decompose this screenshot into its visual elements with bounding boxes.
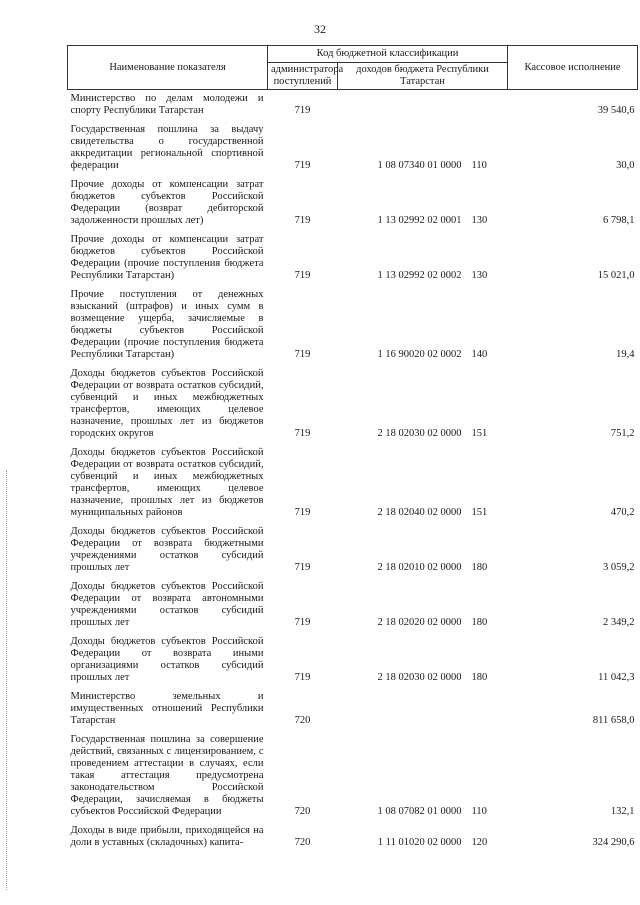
row-amount: 751,2 <box>610 428 635 439</box>
budget-table <box>67 45 638 856</box>
row-amount: 811 658,0 <box>592 715 635 726</box>
row-name: Доходы бюджетов субъектов Российской Федерации от возврата остатков субсидий, субвенций и иных межбюджетных трансфертов, имеющих целевое назначение, прошлых лет из бюджетов городских округов <box>70 368 264 439</box>
row-subcode <box>468 90 508 125</box>
row-name: Прочие доходы от компенсации затрат бюджетов субъектов Российской Федерации (возврат дебиторской задолженности прошлых лет) <box>70 179 264 226</box>
table-row <box>68 179 638 234</box>
row-subcode: 140 <box>471 349 488 360</box>
row-revenue-code: 1 08 07082 01 0000 <box>377 806 462 817</box>
row-admin-code: 720 <box>294 715 311 726</box>
row-subcode: 130 <box>471 215 488 226</box>
row-revenue-code: 2 18 02030 02 0000 <box>377 672 462 683</box>
row-name: Доходы бюджетов субъектов Российской Федерации от возврата автономными учреждениями остатков субсидий прошлых лет <box>70 581 264 628</box>
row-name: Доходы бюджетов субъектов Российской Федерации от возврата остатков субсидий, субвенций и иных межбюджетных трансфертов, имеющих целевое назначение, прошлых лет из бюджетов муниципальных районов <box>70 447 264 518</box>
row-amount: 3 059,2 <box>603 562 635 573</box>
header-revenue: доходов бюджета Республики Татарстан <box>338 63 508 90</box>
row-amount: 132,1 <box>610 806 635 817</box>
row-admin-code: 719 <box>294 349 311 360</box>
row-name: Государственная пошлина за совершение действий, связанных с лицензированием, с проведением аттестации в случаях, если такая аттестация предусмотрена законодательством Российской Федерации, зачисляемая в бюджеты субъектов Российской Федерации <box>70 734 264 817</box>
row-admin-code: 719 <box>294 270 311 281</box>
row-subcode: 120 <box>471 837 488 848</box>
row-revenue-code: 1 13 02992 02 0001 <box>377 215 462 226</box>
row-admin-code: 719 <box>294 428 311 439</box>
table-row <box>68 734 638 825</box>
row-amount: 324 290,6 <box>592 837 635 848</box>
row-admin-code: 719 <box>294 672 311 683</box>
row-revenue-code <box>338 691 468 734</box>
row-name: Доходы бюджетов субъектов Российской Федерации от возврата иными организациями остатков субсидий прошлых лет <box>70 636 264 683</box>
row-admin-code: 719 <box>294 617 311 628</box>
row-name: Доходы бюджетов субъектов Российской Федерации от возврата бюджетными учреждениями остатков субсидий прошлых лет <box>70 526 264 573</box>
table-row <box>68 636 638 691</box>
table-row <box>68 234 638 289</box>
row-admin-code: 720 <box>294 837 311 848</box>
table-row <box>68 124 638 179</box>
row-amount: 19,4 <box>616 349 635 360</box>
row-revenue-code: 2 18 02040 02 0000 <box>377 507 462 518</box>
table-row <box>68 289 638 368</box>
row-revenue-code: 1 16 90020 02 0002 <box>377 349 462 360</box>
header-admin: администратора поступлений <box>268 63 338 90</box>
table-row <box>68 368 638 447</box>
row-revenue-code: 1 13 02992 02 0002 <box>377 270 462 281</box>
row-revenue-code: 2 18 02020 02 0000 <box>377 617 462 628</box>
row-revenue-code: 2 18 02030 02 0000 <box>377 428 462 439</box>
row-name: Государственная пошлина за выдачу свидетельства о государственной аккредитации региональной спортивной федерации <box>70 124 264 171</box>
row-admin-code: 719 <box>294 215 311 226</box>
table-row <box>68 526 638 581</box>
row-name: Прочие поступления от денежных взысканий (штрафов) и иных сумм в возмещение ущерба, зачисляемые в бюджеты субъектов Российской Федерации (прочие поступления бюджета Республики Татарстан) <box>70 289 264 360</box>
row-admin-code: 720 <box>294 806 311 817</box>
row-subcode: 110 <box>471 806 487 817</box>
table-body <box>68 90 638 857</box>
row-subcode: 151 <box>471 507 488 518</box>
row-subcode: 180 <box>471 562 488 573</box>
row-admin-code: 719 <box>294 105 311 116</box>
row-subcode <box>468 691 508 734</box>
page-number: 32 <box>314 22 326 36</box>
row-admin-code: 719 <box>294 160 311 171</box>
row-subcode: 180 <box>471 672 488 683</box>
row-subcode: 110 <box>471 160 487 171</box>
row-name: Прочие доходы от компенсации затрат бюджетов субъектов Российской Федерации (прочие поступления бюджета Республики Татарстан) <box>70 234 264 281</box>
header-name: Наименование показателя <box>68 46 268 90</box>
table-row <box>68 825 638 856</box>
row-amount: 2 349,2 <box>603 617 635 628</box>
table-header <box>68 46 638 90</box>
table-row <box>68 581 638 636</box>
row-amount: 39 540,6 <box>597 105 635 116</box>
row-admin-code: 719 <box>294 507 311 518</box>
row-revenue-code <box>338 90 468 125</box>
binding-marks <box>6 470 9 890</box>
row-name: Министерство по делам молодежи и спорту Республики Татарстан <box>70 93 264 116</box>
row-name: Министерство земельных и имущественных отношений Республики Татарстан <box>70 691 264 726</box>
header-code-group: Код бюджетной классификации <box>268 46 508 63</box>
row-subcode: 180 <box>471 617 488 628</box>
row-amount: 11 042,3 <box>598 672 635 683</box>
row-revenue-code: 1 08 07340 01 0000 <box>377 160 462 171</box>
table-row <box>68 691 638 734</box>
row-revenue-code: 2 18 02010 02 0000 <box>377 562 462 573</box>
row-amount: 30,0 <box>616 160 635 171</box>
row-amount: 15 021,0 <box>597 270 635 281</box>
row-amount: 470,2 <box>610 507 635 518</box>
row-name: Доходы в виде прибыли, приходящейся на доли в уставных (складочных) капита- <box>70 825 264 848</box>
row-subcode: 151 <box>471 428 488 439</box>
row-admin-code: 719 <box>294 562 311 573</box>
row-revenue-code: 1 11 01020 02 0000 <box>377 837 462 848</box>
table-row <box>68 447 638 526</box>
table-row <box>68 90 638 125</box>
header-amount: Кассовое исполнение <box>508 46 638 90</box>
row-amount: 6 798,1 <box>603 215 635 226</box>
row-subcode: 130 <box>471 270 488 281</box>
